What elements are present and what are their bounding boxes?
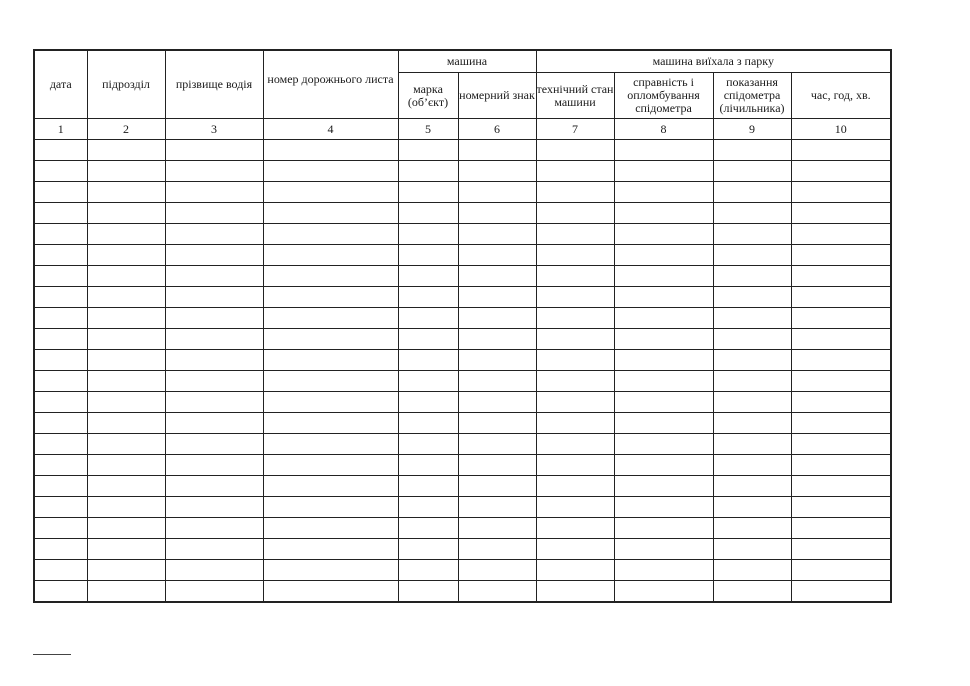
table-cell[interactable] [713, 182, 791, 203]
table-cell[interactable] [713, 224, 791, 245]
table-cell[interactable] [458, 350, 536, 371]
table-cell[interactable] [458, 497, 536, 518]
table-cell[interactable] [536, 434, 614, 455]
table-cell[interactable] [458, 182, 536, 203]
header-vehicle-make: марка (об’єкт) [398, 73, 458, 119]
header-speedometer-reading: показання спідометра (лічильника) [713, 73, 791, 119]
header-driver-surname: прізвище водія [165, 50, 263, 119]
table-cell[interactable] [398, 182, 458, 203]
table-cell[interactable] [34, 560, 87, 581]
table-cell[interactable] [713, 266, 791, 287]
table-cell[interactable] [791, 560, 891, 581]
table-cell[interactable] [34, 140, 87, 161]
table-cell[interactable] [713, 539, 791, 560]
table-cell[interactable] [165, 560, 263, 581]
table-cell[interactable] [263, 413, 398, 434]
table-cell[interactable] [536, 455, 614, 476]
table-cell[interactable] [713, 497, 791, 518]
table-cell[interactable] [713, 518, 791, 539]
table-row [34, 308, 891, 329]
table-cell[interactable] [614, 539, 713, 560]
table-cell[interactable] [263, 161, 398, 182]
table-cell[interactable] [614, 182, 713, 203]
table-cell[interactable] [791, 161, 891, 182]
table-cell[interactable] [458, 560, 536, 581]
table-cell[interactable] [458, 539, 536, 560]
table-row [34, 266, 891, 287]
table-cell[interactable] [536, 266, 614, 287]
table-row [34, 161, 891, 182]
table-cell[interactable] [34, 434, 87, 455]
table-cell[interactable] [34, 392, 87, 413]
table-cell[interactable] [713, 161, 791, 182]
table-row [34, 476, 891, 497]
table-cell[interactable] [536, 539, 614, 560]
table-cell[interactable] [713, 203, 791, 224]
table-cell[interactable] [536, 161, 614, 182]
table-cell[interactable] [34, 161, 87, 182]
table-cell[interactable] [536, 140, 614, 161]
table-cell[interactable] [614, 224, 713, 245]
table-cell[interactable] [165, 392, 263, 413]
table-cell[interactable] [398, 266, 458, 287]
table-cell[interactable] [536, 245, 614, 266]
table-row [34, 497, 891, 518]
footnote-separator-line [33, 654, 71, 655]
table-cell[interactable] [263, 224, 398, 245]
table-cell[interactable] [458, 287, 536, 308]
table-cell[interactable] [165, 350, 263, 371]
table-cell[interactable] [713, 560, 791, 581]
table-cell[interactable] [263, 140, 398, 161]
table-cell[interactable] [398, 308, 458, 329]
table-cell[interactable] [165, 413, 263, 434]
table-cell[interactable] [165, 518, 263, 539]
table-cell[interactable] [791, 392, 891, 413]
table-cell[interactable] [263, 518, 398, 539]
table-cell[interactable] [458, 308, 536, 329]
table-row [34, 413, 891, 434]
column-number: 9 [713, 119, 791, 140]
table-cell[interactable] [614, 203, 713, 224]
table-cell[interactable] [165, 140, 263, 161]
table-cell[interactable] [87, 161, 165, 182]
table-cell[interactable] [87, 350, 165, 371]
table-cell[interactable] [398, 329, 458, 350]
table-cell[interactable] [791, 182, 891, 203]
table-cell[interactable] [87, 245, 165, 266]
table-cell[interactable] [263, 350, 398, 371]
table-cell[interactable] [791, 539, 891, 560]
table-cell[interactable] [263, 392, 398, 413]
table-cell[interactable] [165, 266, 263, 287]
table-cell[interactable] [263, 581, 398, 603]
table-cell[interactable] [791, 329, 891, 350]
table-cell[interactable] [536, 413, 614, 434]
table-cell[interactable] [458, 266, 536, 287]
column-number: 1 [34, 119, 87, 140]
table-cell[interactable] [34, 476, 87, 497]
table-cell[interactable] [34, 350, 87, 371]
table-cell[interactable] [614, 518, 713, 539]
table-cell[interactable] [34, 581, 87, 603]
table-cell[interactable] [536, 476, 614, 497]
table-cell[interactable] [398, 371, 458, 392]
column-number: 4 [263, 119, 398, 140]
column-number: 3 [165, 119, 263, 140]
table-cell[interactable] [398, 350, 458, 371]
table-cell[interactable] [614, 245, 713, 266]
header-time: час, год, хв. [791, 73, 891, 119]
table-cell[interactable] [458, 392, 536, 413]
table-cell[interactable] [791, 140, 891, 161]
table-cell[interactable] [791, 371, 891, 392]
table-cell[interactable] [87, 371, 165, 392]
table-cell[interactable] [165, 539, 263, 560]
table-cell[interactable] [34, 266, 87, 287]
header-departed-group: машина виїхала з парку [536, 50, 891, 73]
table-cell[interactable] [398, 140, 458, 161]
table-cell[interactable] [614, 371, 713, 392]
table-cell[interactable] [263, 371, 398, 392]
table-cell[interactable] [791, 455, 891, 476]
table-cell[interactable] [614, 308, 713, 329]
table-row [34, 560, 891, 581]
table-cell[interactable] [398, 224, 458, 245]
header-vehicle-group: машина [398, 50, 536, 73]
header-waybill-number: номер дорожнього листа [263, 50, 398, 119]
table-cell[interactable] [536, 371, 614, 392]
table-cell[interactable] [263, 245, 398, 266]
table-body [34, 119, 891, 603]
table-row [34, 350, 891, 371]
table-cell[interactable] [87, 140, 165, 161]
table-cell[interactable] [87, 539, 165, 560]
table-row [34, 581, 891, 603]
table-cell[interactable] [87, 224, 165, 245]
table-cell[interactable] [713, 455, 791, 476]
table-cell[interactable] [263, 539, 398, 560]
table-cell[interactable] [398, 245, 458, 266]
header-date: дата [34, 50, 87, 119]
table-cell[interactable] [536, 224, 614, 245]
table-cell[interactable] [87, 518, 165, 539]
table-cell[interactable] [34, 245, 87, 266]
table-cell[interactable] [34, 455, 87, 476]
table-cell[interactable] [263, 434, 398, 455]
table-cell[interactable] [398, 476, 458, 497]
table-cell[interactable] [165, 497, 263, 518]
table-cell[interactable] [458, 581, 536, 603]
table-cell[interactable] [87, 560, 165, 581]
table-cell[interactable] [458, 434, 536, 455]
table-cell[interactable] [713, 308, 791, 329]
table-cell[interactable] [87, 413, 165, 434]
table-cell[interactable] [791, 476, 891, 497]
table-cell[interactable] [536, 350, 614, 371]
table-cell[interactable] [263, 476, 398, 497]
table-cell[interactable] [34, 497, 87, 518]
table-cell[interactable] [614, 476, 713, 497]
table-cell[interactable] [87, 203, 165, 224]
table-row [34, 182, 891, 203]
table-cell[interactable] [458, 371, 536, 392]
table-cell[interactable] [87, 308, 165, 329]
vehicle-log-table [33, 49, 892, 603]
table-row [34, 140, 891, 161]
table-row [34, 455, 891, 476]
table-row [34, 329, 891, 350]
table-cell[interactable] [791, 413, 891, 434]
table-cell[interactable] [165, 203, 263, 224]
table-cell[interactable] [614, 266, 713, 287]
table-cell[interactable] [713, 350, 791, 371]
table-cell[interactable] [165, 329, 263, 350]
table-row [34, 392, 891, 413]
table-cell[interactable] [713, 329, 791, 350]
table-cell[interactable] [458, 476, 536, 497]
table-cell[interactable] [536, 182, 614, 203]
table-cell[interactable] [87, 329, 165, 350]
table-cell[interactable] [263, 497, 398, 518]
table-cell[interactable] [34, 287, 87, 308]
table-cell[interactable] [458, 413, 536, 434]
table-row [34, 245, 891, 266]
column-number-row [34, 119, 891, 140]
table-cell[interactable] [614, 350, 713, 371]
table-cell[interactable] [614, 455, 713, 476]
table-cell[interactable] [165, 476, 263, 497]
table-cell[interactable] [713, 434, 791, 455]
table-row [34, 434, 891, 455]
table-cell[interactable] [165, 182, 263, 203]
table-row [34, 371, 891, 392]
table-cell[interactable] [398, 581, 458, 603]
table-cell[interactable] [536, 518, 614, 539]
table-cell[interactable] [263, 560, 398, 581]
table-cell[interactable] [791, 434, 891, 455]
table-cell[interactable] [458, 203, 536, 224]
table-cell[interactable] [398, 203, 458, 224]
table-cell[interactable] [263, 182, 398, 203]
table-cell[interactable] [398, 392, 458, 413]
table-cell[interactable] [263, 308, 398, 329]
table-cell[interactable] [34, 182, 87, 203]
table-row [34, 224, 891, 245]
table-row [34, 518, 891, 539]
table-cell[interactable] [536, 560, 614, 581]
table-cell[interactable] [536, 308, 614, 329]
table-cell[interactable] [34, 329, 87, 350]
table-cell[interactable] [165, 161, 263, 182]
table-cell[interactable] [263, 329, 398, 350]
table-cell[interactable] [458, 455, 536, 476]
table-cell[interactable] [398, 560, 458, 581]
table-cell[interactable] [87, 497, 165, 518]
table-row [34, 287, 891, 308]
table-cell[interactable] [614, 392, 713, 413]
table-cell[interactable] [87, 476, 165, 497]
table-cell[interactable] [458, 245, 536, 266]
table-cell[interactable] [713, 245, 791, 266]
table-cell[interactable] [713, 413, 791, 434]
table-cell[interactable] [165, 581, 263, 603]
table-cell[interactable] [458, 329, 536, 350]
table-cell[interactable] [536, 329, 614, 350]
table-cell[interactable] [713, 287, 791, 308]
column-number: 2 [87, 119, 165, 140]
table-cell[interactable] [87, 392, 165, 413]
table-cell[interactable] [165, 308, 263, 329]
table-cell[interactable] [791, 266, 891, 287]
table-cell[interactable] [713, 371, 791, 392]
table-cell[interactable] [398, 434, 458, 455]
table-cell[interactable] [34, 518, 87, 539]
table-cell[interactable] [458, 161, 536, 182]
table-cell[interactable] [165, 455, 263, 476]
table-cell[interactable] [614, 413, 713, 434]
header-tech-condition: технічний стан машини [536, 73, 614, 119]
table-cell[interactable] [614, 497, 713, 518]
table-cell[interactable] [398, 413, 458, 434]
column-number: 5 [398, 119, 458, 140]
table-cell[interactable] [614, 434, 713, 455]
header-speedometer-seal: справність і опломбування спідометра [614, 73, 713, 119]
table-cell[interactable] [458, 518, 536, 539]
column-number: 7 [536, 119, 614, 140]
table-cell[interactable] [791, 518, 891, 539]
table-cell[interactable] [165, 434, 263, 455]
table-cell[interactable] [398, 455, 458, 476]
table-cell[interactable] [614, 329, 713, 350]
table-cell[interactable] [791, 245, 891, 266]
table-cell[interactable] [614, 287, 713, 308]
table-cell[interactable] [791, 287, 891, 308]
table-cell[interactable] [87, 455, 165, 476]
table-cell[interactable] [614, 560, 713, 581]
table-cell[interactable] [87, 581, 165, 603]
table-cell[interactable] [398, 497, 458, 518]
table-cell[interactable] [398, 287, 458, 308]
table-cell[interactable] [713, 476, 791, 497]
table-cell[interactable] [87, 266, 165, 287]
table-cell[interactable] [87, 182, 165, 203]
table-cell[interactable] [34, 371, 87, 392]
table-cell[interactable] [263, 287, 398, 308]
table-cell[interactable] [536, 287, 614, 308]
table-cell[interactable] [791, 224, 891, 245]
table-cell[interactable] [398, 539, 458, 560]
table-cell[interactable] [791, 308, 891, 329]
table-cell[interactable] [398, 161, 458, 182]
table-cell[interactable] [536, 581, 614, 603]
table-cell[interactable] [791, 203, 891, 224]
table-cell[interactable] [263, 266, 398, 287]
table-cell[interactable] [87, 287, 165, 308]
table-cell[interactable] [87, 434, 165, 455]
table-cell[interactable] [34, 539, 87, 560]
table-row [34, 539, 891, 560]
table-cell[interactable] [458, 140, 536, 161]
table-cell[interactable] [34, 203, 87, 224]
table-cell[interactable] [263, 455, 398, 476]
table-cell[interactable] [713, 140, 791, 161]
header-plate-number: номерний знак [458, 73, 536, 119]
table-cell[interactable] [614, 161, 713, 182]
table-cell[interactable] [791, 350, 891, 371]
table-cell[interactable] [614, 581, 713, 603]
column-number: 8 [614, 119, 713, 140]
table-cell[interactable] [34, 413, 87, 434]
table-cell[interactable] [791, 581, 891, 603]
table-cell[interactable] [165, 287, 263, 308]
table-cell[interactable] [713, 581, 791, 603]
table-cell[interactable] [536, 203, 614, 224]
column-number: 6 [458, 119, 536, 140]
table-cell[interactable] [536, 392, 614, 413]
table-cell[interactable] [263, 203, 398, 224]
table-cell[interactable] [165, 245, 263, 266]
table-cell[interactable] [791, 497, 891, 518]
header-unit: підрозділ [87, 50, 165, 119]
table-row [34, 203, 891, 224]
table-cell[interactable] [614, 140, 713, 161]
column-number: 10 [791, 119, 891, 140]
table-cell[interactable] [398, 518, 458, 539]
table-cell[interactable] [713, 392, 791, 413]
table-cell[interactable] [165, 224, 263, 245]
table-cell[interactable] [34, 224, 87, 245]
table-cell[interactable] [34, 308, 87, 329]
table-cell[interactable] [165, 371, 263, 392]
table-cell[interactable] [458, 224, 536, 245]
table-cell[interactable] [536, 497, 614, 518]
